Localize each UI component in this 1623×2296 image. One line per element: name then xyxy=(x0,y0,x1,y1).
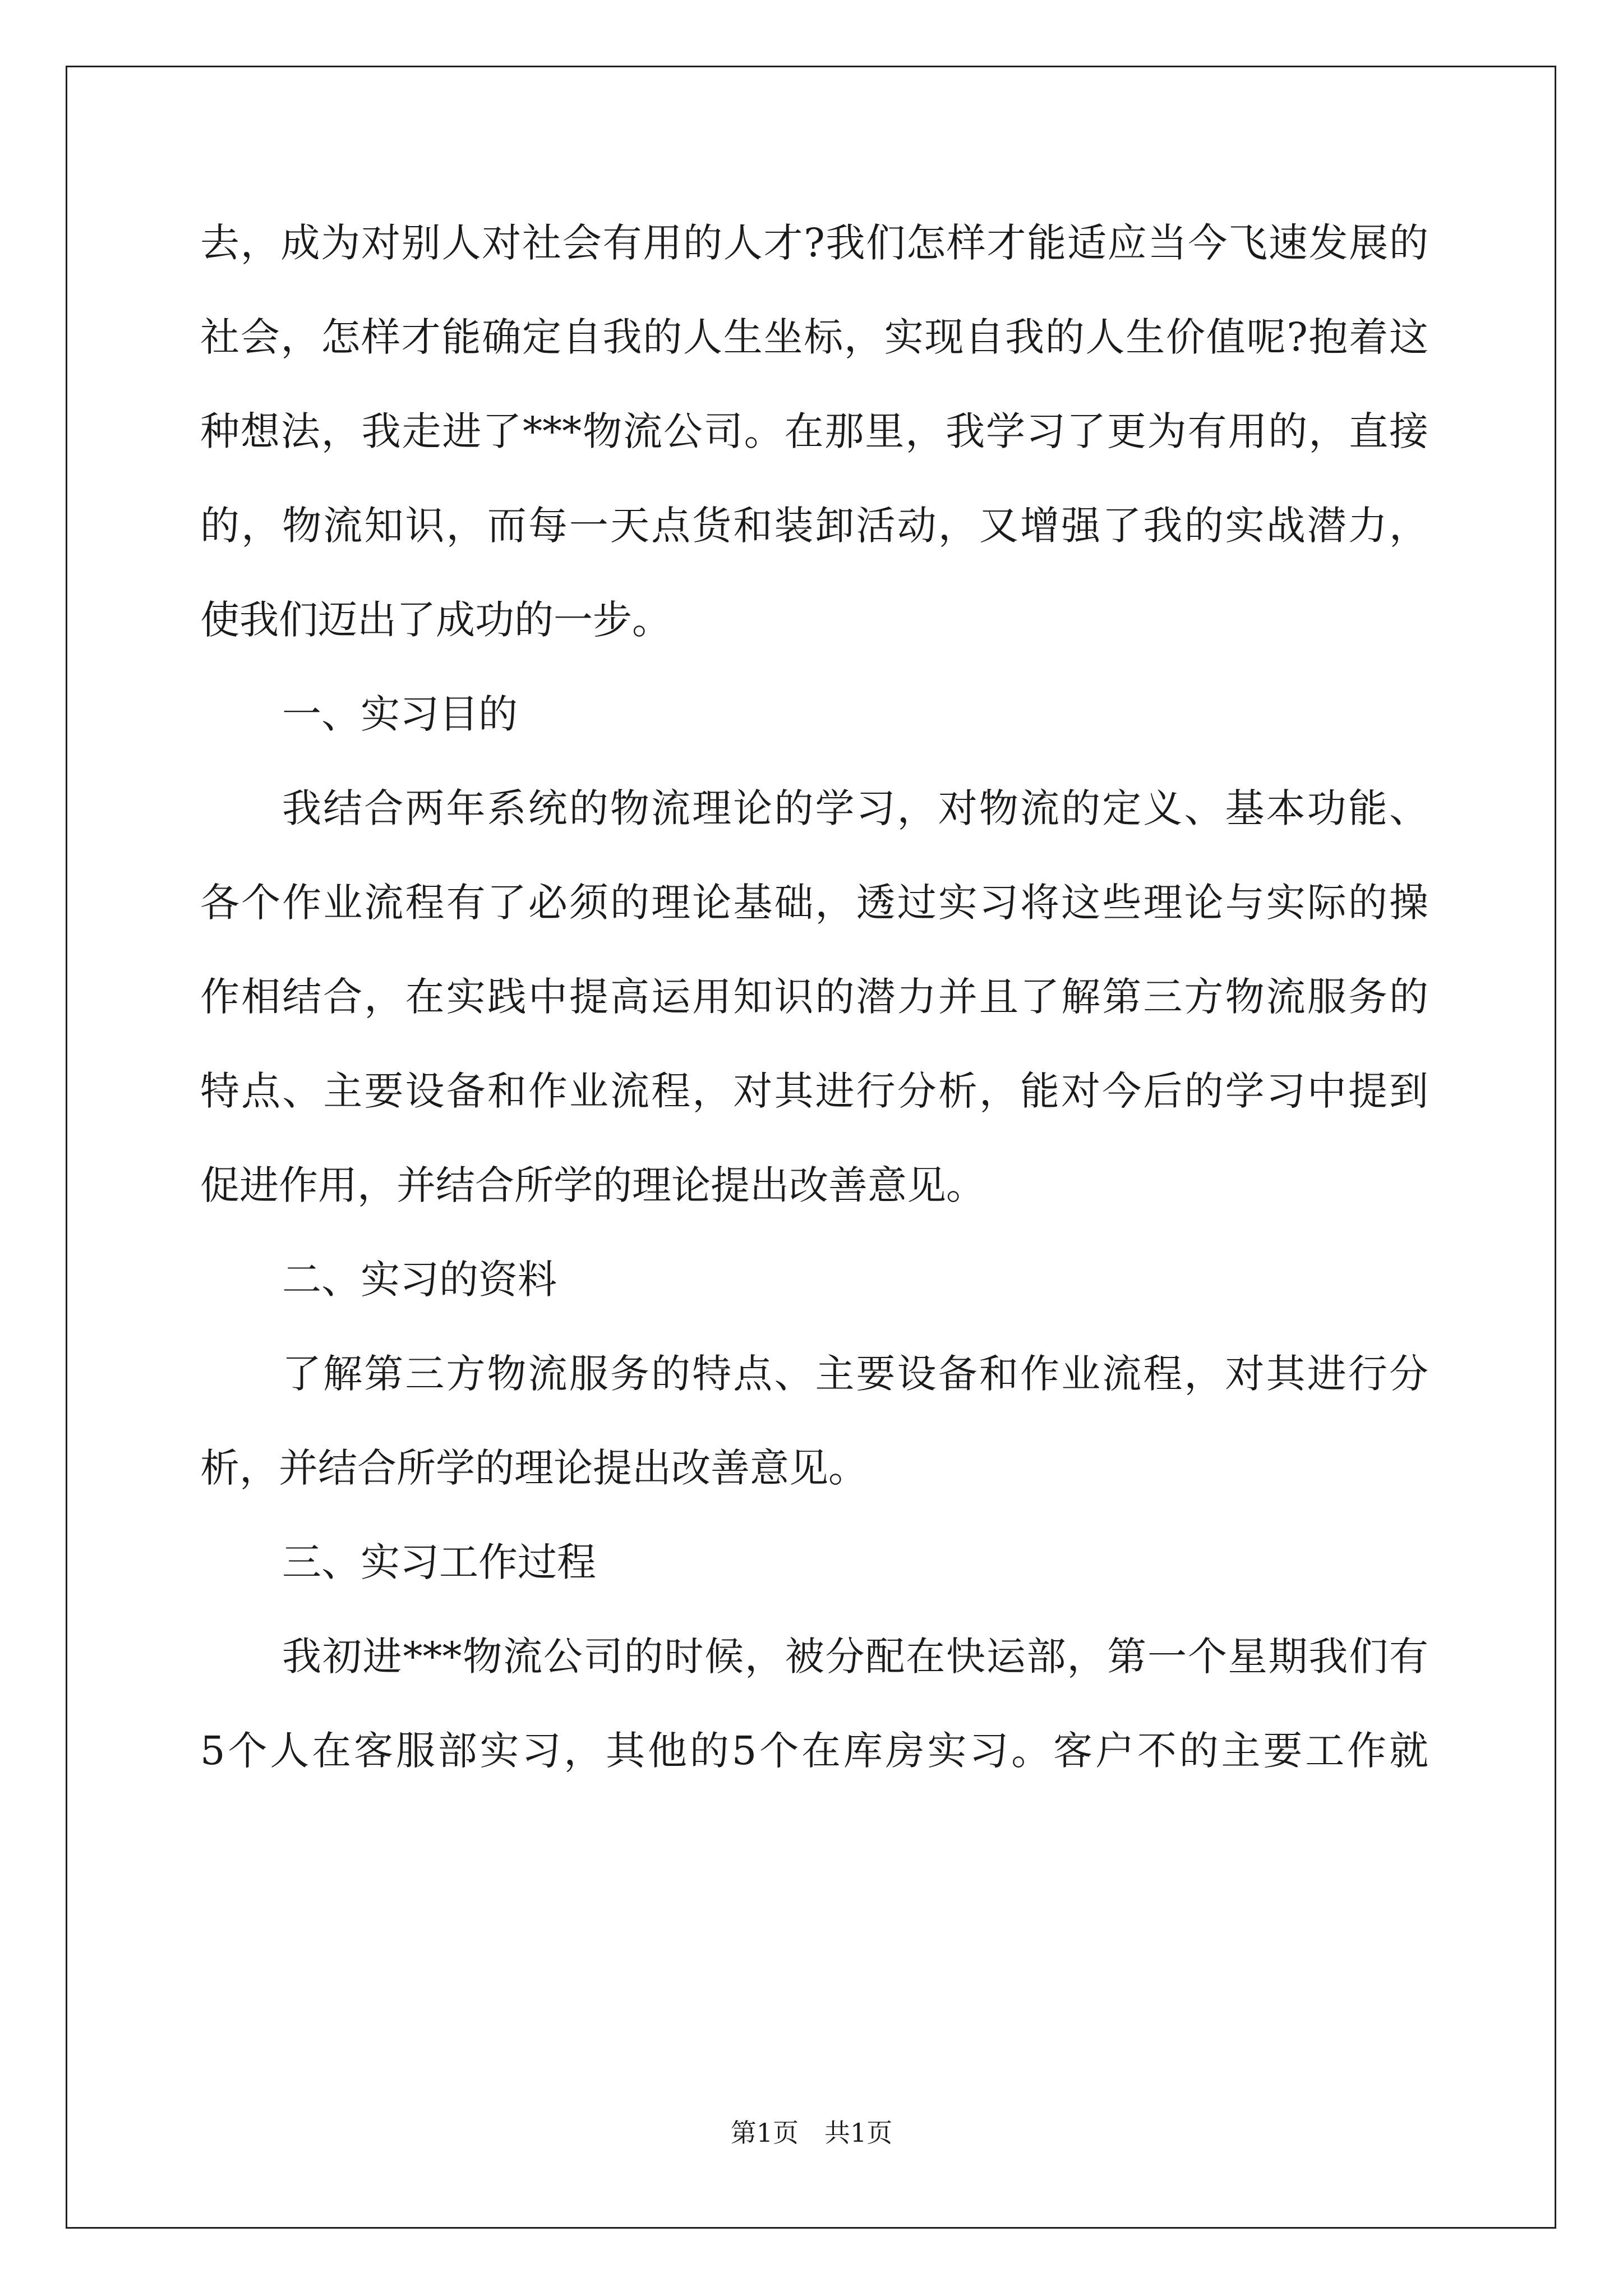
text-line: 我初进***物流公司的时候，被分配在快运部，第一个星期我们有 xyxy=(282,1634,1428,1680)
text-line: 作相结合，在实践中提高运用知识的潜力并且了解第三方物流服务的 xyxy=(200,974,1428,1020)
text-line: 社会，怎样才能确定自我的人生坐标，实现自我的人生价值呢?抱着这 xyxy=(200,314,1428,360)
text-line: 我结合两年系统的物流理论的学习，对物流的定义、基本功能、 xyxy=(282,785,1428,831)
text-line: 的，物流知识，而每一天点货和装卸活动，又增强了我的实战潜力， xyxy=(200,503,1428,549)
section-heading: 二、实习的资料 xyxy=(282,1257,557,1303)
page-footer: 第1页 共1页 xyxy=(730,2118,893,2148)
text-line: 种想法，我走进了***物流公司。在那里，我学习了更为有用的，直接 xyxy=(200,408,1428,454)
text-line: 5个人在客服部实习，其他的5个在库房实习。客户不的主要工作就 xyxy=(200,1728,1428,1774)
text-line: 使我们迈出了成功的一步。 xyxy=(200,597,671,643)
text-line: 各个作业流程有了必须的理论基础，透过实习将这些理论与实际的操 xyxy=(200,880,1428,926)
text-line: 促进作用，并结合所学的理论提出改善意见。 xyxy=(200,1162,985,1208)
text-line: 了解第三方物流服务的特点、主要设备和作业流程，对其进行分 xyxy=(282,1351,1428,1397)
section-heading: 三、实习工作过程 xyxy=(282,1539,596,1585)
text-line: 特点、主要设备和作业流程，对其进行分析，能对今后的学习中提到 xyxy=(200,1068,1428,1114)
text-line: 去，成为对别人对社会有用的人才?我们怎样才能适应当今飞速发展的 xyxy=(200,220,1428,266)
page-border xyxy=(66,66,1556,2229)
text-line: 析，并结合所学的理论提出改善意见。 xyxy=(200,1445,868,1491)
section-heading: 一、实习目的 xyxy=(282,691,518,737)
